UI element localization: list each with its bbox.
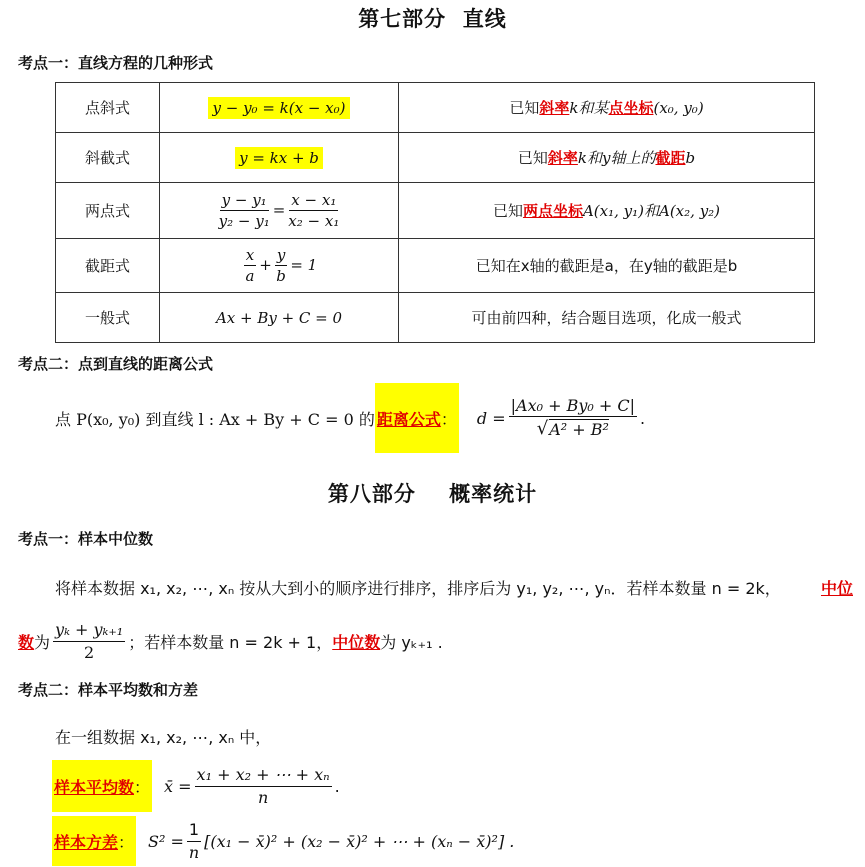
variance-formula-line (52, 815, 514, 867)
mean-highlight (52, 760, 152, 812)
general-formula: Ax + By + C = 0 (160, 293, 399, 343)
data-set-intro: 在一组数据 x₁, x₂, ⋯, xₙ 中， (55, 728, 272, 747)
desc-text: (x₀, y₀) (653, 99, 704, 117)
mean-lhs: x̄ = (164, 776, 192, 796)
d-equals: d = (476, 408, 506, 428)
desc-red: 截距 (655, 149, 686, 167)
form-name: 截距式 (56, 239, 160, 293)
denominator: y₂ − y₁ (218, 212, 270, 230)
numerator: y (275, 247, 287, 267)
section7-kd2-heading: 考点二：点到直线的距离公式 (18, 355, 214, 373)
numerator: x₁ + x₂ + ⋯ + xₙ (195, 766, 332, 787)
section7-kd1-heading: 考点一：直线方程的几种形式 (18, 54, 214, 72)
table-row (56, 293, 815, 343)
table-row (56, 83, 815, 133)
form-formula (160, 239, 399, 293)
desc-text: k和某 (569, 99, 609, 117)
denominator: √ A² + B² (536, 418, 609, 440)
variance-rest: [(x₁ − x̄)² + (x₂ − x̄)² + ⋯ + (xₙ − x̄)²] . (204, 831, 515, 851)
line-forms-table (55, 82, 815, 343)
section8-kd2-heading: 考点二：样本平均数和方差 (18, 681, 199, 699)
desc-red: 斜率 (539, 99, 570, 117)
median-paragraph-line1 (55, 576, 855, 599)
desc-text: k和y轴上的 (577, 149, 656, 167)
numerator: 1 (187, 821, 201, 842)
form-desc (399, 183, 815, 239)
plus-sign: + (259, 255, 272, 274)
median-text: 将样本数据 x₁, x₂, ⋯, xₙ 按从大到小的顺序进行排序，排序后为 y₁, y₂, ⋯, yₙ．若样本数量 n = 2k， (55, 579, 781, 598)
median-text: ；若样本数量 n = 2k + 1， (128, 632, 333, 652)
variance-fraction (187, 821, 201, 861)
variance-red-label: 样本方差 (54, 832, 119, 852)
form-desc (399, 83, 815, 133)
section7-title: 第七部分 直线 (358, 7, 507, 31)
numerator: x − x₁ (289, 192, 338, 212)
slope-intercept-formula: y = kx + b (235, 147, 323, 169)
median-paragraph-line2 (18, 620, 443, 662)
denominator: n (257, 787, 269, 807)
form-name: 两点式 (56, 183, 160, 239)
distance-formula-line (55, 383, 645, 453)
form-name: 斜截式 (56, 133, 160, 183)
table-row (56, 183, 815, 239)
form-name: 一般式 (56, 293, 160, 343)
distance-fraction (509, 397, 637, 439)
distance-pre: 点 P(x₀, y₀) 到直线 l : Ax + By + C = 0 的 (55, 409, 375, 429)
denominator: a (245, 267, 255, 285)
desc-red: 两点坐标 (522, 202, 583, 220)
fraction (288, 192, 339, 230)
form-name: 点斜式 (56, 83, 160, 133)
form-desc: 已知在x轴的截距是a，在y轴的截距是b (399, 239, 815, 293)
numerator: y − y₁ (220, 192, 269, 212)
denominator: 2 (84, 642, 95, 662)
mean-fraction (195, 766, 332, 806)
distance-highlight (375, 383, 459, 453)
denominator: n (188, 842, 200, 862)
mean-red-label: 样本平均数 (54, 777, 135, 797)
variance-highlight (52, 816, 136, 866)
point-slope-formula: y − y₀ = k(x − x₀) (208, 97, 349, 119)
section8-kd1-heading: 考点一：样本中位数 (18, 530, 154, 548)
median-red-1: 中位 (820, 579, 853, 598)
equals-one: = 1 (290, 255, 318, 274)
desc-text: b (685, 149, 696, 167)
median-text: 为 (34, 632, 51, 652)
period: . (334, 776, 340, 796)
desc-red: 斜率 (547, 149, 578, 167)
radicand: A² + B² (549, 420, 609, 440)
form-formula (160, 83, 399, 133)
desc-text: 已知 (492, 202, 523, 220)
colon: ： (118, 832, 135, 852)
median-text: 为 yₖ₊₁ . (380, 632, 443, 652)
table-row (56, 239, 815, 293)
equals-sign: = (272, 200, 286, 219)
form-desc (399, 133, 815, 183)
denominator: x₂ − x₁ (288, 212, 340, 230)
median-fraction (53, 621, 125, 661)
form-desc: 可由前四种，结合题目选项，化成一般式 (399, 293, 815, 343)
desc-text: 已知 (517, 149, 548, 167)
desc-text: 已知 (509, 99, 540, 117)
desc-red: 点坐标 (608, 99, 654, 117)
denominator: b (276, 267, 286, 285)
table-row (56, 133, 815, 183)
fraction (219, 192, 270, 230)
variance-lhs: S² = (148, 831, 184, 851)
form-formula (160, 183, 399, 239)
colon: ： (440, 409, 457, 429)
median-red-3: 中位数 (332, 632, 381, 652)
form-formula (160, 133, 399, 183)
section8-title: 第八部分 概率统计 (327, 482, 538, 506)
fraction (275, 247, 287, 285)
distance-red-label: 距离公式 (376, 409, 441, 429)
median-red-2: 数 (18, 632, 35, 652)
colon: ： (134, 777, 151, 797)
desc-text: A(x₁, y₁)和A(x₂, y₂) (582, 202, 721, 220)
numerator: x (244, 247, 256, 267)
fraction (244, 247, 256, 285)
numerator: |Ax₀ + By₀ + C| (509, 397, 637, 418)
mean-formula-line (52, 760, 340, 812)
numerator: yₖ + yₖ₊₁ (53, 621, 125, 642)
period: . (640, 408, 646, 428)
